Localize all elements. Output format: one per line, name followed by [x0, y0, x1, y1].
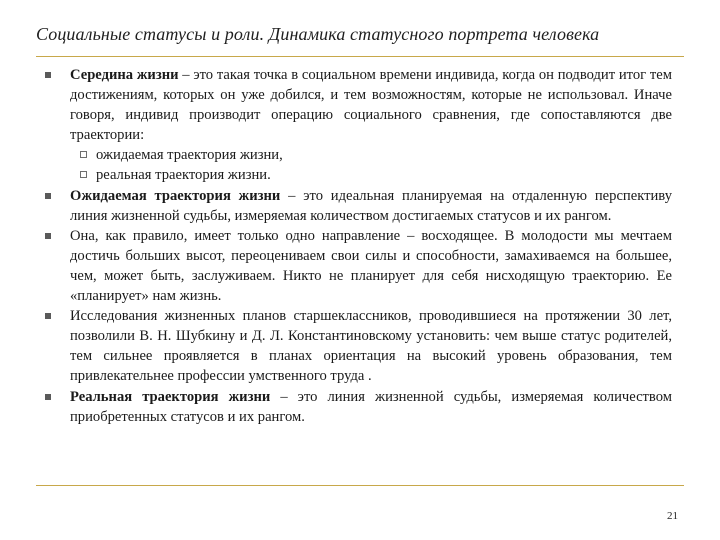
sub-item-expected — [70, 145, 672, 165]
bullet-text: Исследования жизненных планов старшеклассников, проводившиеся на протяжении 30 лет, позволили В. Н. Шубкину и Д. Л. Константиновскому установить: чем выше статус родителей, тем сильнее проявляется в планах ориентация на высокий уровень образования, тем привлекательнее профессии умственного труда . — [70, 308, 672, 385]
square-bullet-icon — [45, 313, 51, 319]
footer-divider — [36, 485, 684, 486]
bullet-text: – это линия жизненной судьбы, измеряемая количеством приобретенных статусов и их рангом. — [70, 388, 672, 425]
square-bullet-icon — [45, 233, 51, 239]
square-bullet-icon — [45, 394, 51, 400]
bullet-text: – это идеальная планируемая на отдаленную перспективу линия жизненной судьбы, измеряемая количеством достигаемых статусов и их рангом. — [70, 187, 672, 224]
square-bullet-icon — [45, 193, 51, 199]
bullet-term: Реальная траектория жизни — [70, 388, 271, 405]
sub-item-real — [70, 165, 672, 185]
square-bullet-icon — [45, 72, 51, 78]
sub-item-text: реальная траектория жизни. — [96, 167, 271, 184]
bullet-text: – это такая точка в социальном времени индивида, когда он подводит итог тем достижениям, которых он уже добился, и тем возможностям, которые не использовал. Иначе говоря, индивид производит операцию социального сравнения, где сопоставляются две траектории: — [70, 67, 672, 144]
bullet-term: Ожидаемая траектория жизни — [70, 187, 281, 204]
bullet-term: Середина жизни — [70, 67, 179, 83]
trajectory-sub-list — [70, 145, 672, 185]
bullet-midlife — [44, 65, 672, 186]
bullet-expected-trajectory — [44, 186, 672, 226]
bullet-research — [44, 306, 672, 386]
bullet-real-trajectory — [44, 387, 672, 427]
hollow-square-bullet-icon — [80, 151, 87, 158]
page-number: 21 — [667, 510, 678, 522]
bullet-text: Она, как правило, имеет только одно направление – восходящее. В молодости мы мечтаем достичь больших высот, переоцениваем свои силы и способности, замахиваемся на большее, чем, может быть, заслуживаем. Никто не планирует для себя нисходящую траекторию. Ее «планирует» нам жизнь. — [70, 227, 672, 305]
bullet-direction — [44, 226, 672, 306]
sub-item-text: ожидаемая траектория жизни, — [96, 147, 283, 164]
title-divider — [36, 56, 684, 57]
hollow-square-bullet-icon — [80, 171, 87, 178]
slide-title: Социальные статусы и роли. Динамика статусного портрета человека — [36, 24, 600, 44]
slide-content — [44, 65, 672, 427]
